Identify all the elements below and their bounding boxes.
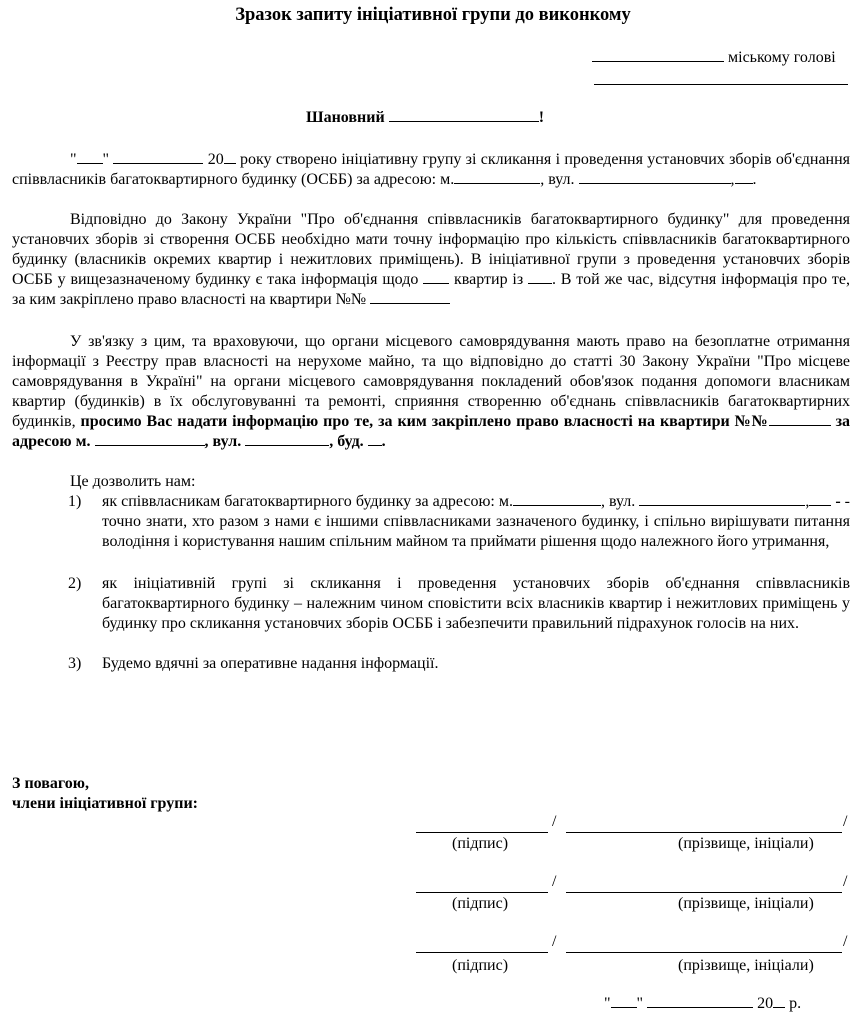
date-suffix: р. xyxy=(789,995,802,1012)
list-intro: Це дозволить нам: xyxy=(70,473,196,490)
salutation-text: Шановний xyxy=(306,109,385,126)
request-period: . xyxy=(381,433,386,450)
blank-request-street[interactable] xyxy=(245,432,329,446)
signature-slash: / xyxy=(552,873,557,890)
list-number: 1) xyxy=(68,493,82,510)
signature-line[interactable] xyxy=(416,952,548,953)
signature-caption: (підпис) xyxy=(452,895,509,912)
blank-total-count[interactable] xyxy=(528,270,552,284)
blank-day[interactable] xyxy=(77,150,103,164)
date-year-prefix: 20 xyxy=(757,995,774,1012)
list-number: 2) xyxy=(68,575,82,592)
comma: , xyxy=(730,171,735,188)
blank-building[interactable] xyxy=(735,170,753,184)
blank-list-street[interactable] xyxy=(639,492,805,506)
name-caption: (прізвище, ініціали) xyxy=(678,835,814,852)
name-line[interactable] xyxy=(566,892,842,893)
request-address-label: за адресою м. xyxy=(12,413,851,450)
list-item-2-text: як ініціативній групі зі скликання і проведення установчих зборів об'єднання співвласників багатоквартирного будинку – належним чином сповістити всіх власників квартир і нежитлових приміщень у будинку про скликання установчих зборів ОСББ і забезпечити правильний підрахунок голосів на них. xyxy=(102,575,850,632)
name-caption: (прізвище, ініціали) xyxy=(678,895,814,912)
list-item-1-text-c: , xyxy=(805,493,810,510)
list-item-1-text-a: як співвласникам багатоквартирного будинку за адресою: м. xyxy=(102,493,513,510)
salutation-end: ! xyxy=(538,109,545,126)
date-quote-open: " xyxy=(604,995,611,1012)
blank-date-month[interactable] xyxy=(647,994,753,1008)
name-line[interactable] xyxy=(566,832,842,833)
year-prefix: 20 xyxy=(207,151,224,168)
request-text: просимо Вас надати інформацію про те, за ким закріплено право власності на квартири №№ xyxy=(80,413,769,430)
addressee-text: міському голові xyxy=(728,49,836,66)
blank-list-building[interactable] xyxy=(809,492,831,506)
blank-year[interactable] xyxy=(224,150,236,164)
addressee-line-1 xyxy=(592,48,836,68)
name-caption: (прізвище, ініціали) xyxy=(678,957,814,974)
paragraph-3 xyxy=(12,332,850,452)
blank-request-building[interactable] xyxy=(368,432,382,446)
blank-date-year[interactable] xyxy=(773,994,785,1008)
blank-apartments-request[interactable] xyxy=(769,412,831,426)
quote-close: " xyxy=(102,151,110,168)
street-label: вул. xyxy=(548,171,575,188)
request-street-label: , вул. xyxy=(204,433,242,450)
signature-slash: / xyxy=(552,933,557,950)
paragraph-3-request xyxy=(12,413,850,450)
paragraph-2-text-b: квартир із xyxy=(454,271,524,288)
list-item-1-text-d: - точно знати, хто разом з нами є іншими співвласниками зазначеного будинку, і спільно вирішувати питання володіння і користування нашим спільним майном та приймати рішення щодо належного його утримання, xyxy=(102,493,850,550)
list-number: 3) xyxy=(68,655,82,672)
date-line xyxy=(604,994,801,1014)
blank-street[interactable] xyxy=(579,170,731,184)
blank-month[interactable] xyxy=(113,150,203,164)
blank-city[interactable] xyxy=(454,170,540,184)
blank-apartments-unknown[interactable] xyxy=(370,290,450,304)
signature-slash-end: / xyxy=(843,873,848,890)
period: . xyxy=(752,171,757,188)
list-item-3 xyxy=(66,654,850,674)
list-item-1-dash: - xyxy=(835,493,841,510)
addressee-blank-line-2[interactable] xyxy=(594,84,848,85)
signature-caption: (підпис) xyxy=(452,835,509,852)
paragraph-1-text: року створено ініціативну групу зі скликання і проведення установчих зборів об'єднання співвласників багатоквартирного будинку (ОСББ) за адресою: м. xyxy=(12,151,851,188)
blank-salutation-name[interactable] xyxy=(389,108,539,122)
paragraph-2 xyxy=(12,210,850,310)
request-comma: , xyxy=(329,433,334,450)
paragraph-3-text: У зв'язку з цим, та враховуючи, що органи місцевого самоврядування мають право на безоплатне отримання інформації з Реєстру прав власності на нерухоме майно, та що відповідно до статті 30 Закону України "Про місцеве самоврядування в Україні" на органи місцевого самоврядування покладений обов'язок подання допомоги власникам квартир (будинків) в їх обслуговуванні та ремонті, сприяння створенню об'єднань співвласників багатоквартирних будинків, xyxy=(12,333,850,430)
blank-mayor-name[interactable] xyxy=(592,48,724,62)
request-building-label: буд. xyxy=(337,433,364,450)
blank-list-city[interactable] xyxy=(513,492,601,506)
salutation xyxy=(306,108,544,128)
list-item-3-text: Будемо вдячні за оперативне надання інформації. xyxy=(102,655,439,672)
document-title: Зразок запиту ініціативної групи до виконкому xyxy=(235,5,631,25)
signature-slash: / xyxy=(552,813,557,830)
blank-known-count[interactable] xyxy=(423,270,449,284)
blank-request-city[interactable] xyxy=(95,432,205,446)
blank-date-day[interactable] xyxy=(611,994,637,1008)
paragraph-1: " " 20 року створено ініціативну групу зі скликання і проведення установчих зборів об'єднання співвласників багатоквартирного будинку (ОСББ) за адресою: м. , вул. , . xyxy=(12,151,851,188)
signature-line[interactable] xyxy=(416,832,548,833)
signature-caption: (підпис) xyxy=(452,957,509,974)
quote-open: " xyxy=(70,151,77,168)
name-line[interactable] xyxy=(566,952,842,953)
paragraph-2-text: Відповідно до Закону України "Про об'єднання співвласників багатоквартирного будинку" для проведення установчих зборів зі створення ОСББ необхідно мати точну інформацію про кількість співвласників багатоквартирного будинку (власників окремих квартир і нежитлових приміщень). В ініціативної групи з проведення установчих зборів ОСББ у вищезазначеному будинку є така інформація щодо xyxy=(12,211,850,288)
signature-slash-end: / xyxy=(843,933,848,950)
closing-line-1: З повагою, xyxy=(12,775,89,792)
closing-line-2: члени ініціативної групи: xyxy=(12,795,198,812)
list-item-1 xyxy=(66,492,850,552)
paragraph-2-text-c: . В той же час, відсутня інформація про те, за ким закріплено право власності на квартири №№ xyxy=(12,271,851,308)
signature-line[interactable] xyxy=(416,892,548,893)
signature-slash-end: / xyxy=(843,813,848,830)
list-item-1-text-b: , вул. xyxy=(600,493,636,510)
list-item-2 xyxy=(66,574,850,634)
date-quote-close: " xyxy=(636,995,644,1012)
